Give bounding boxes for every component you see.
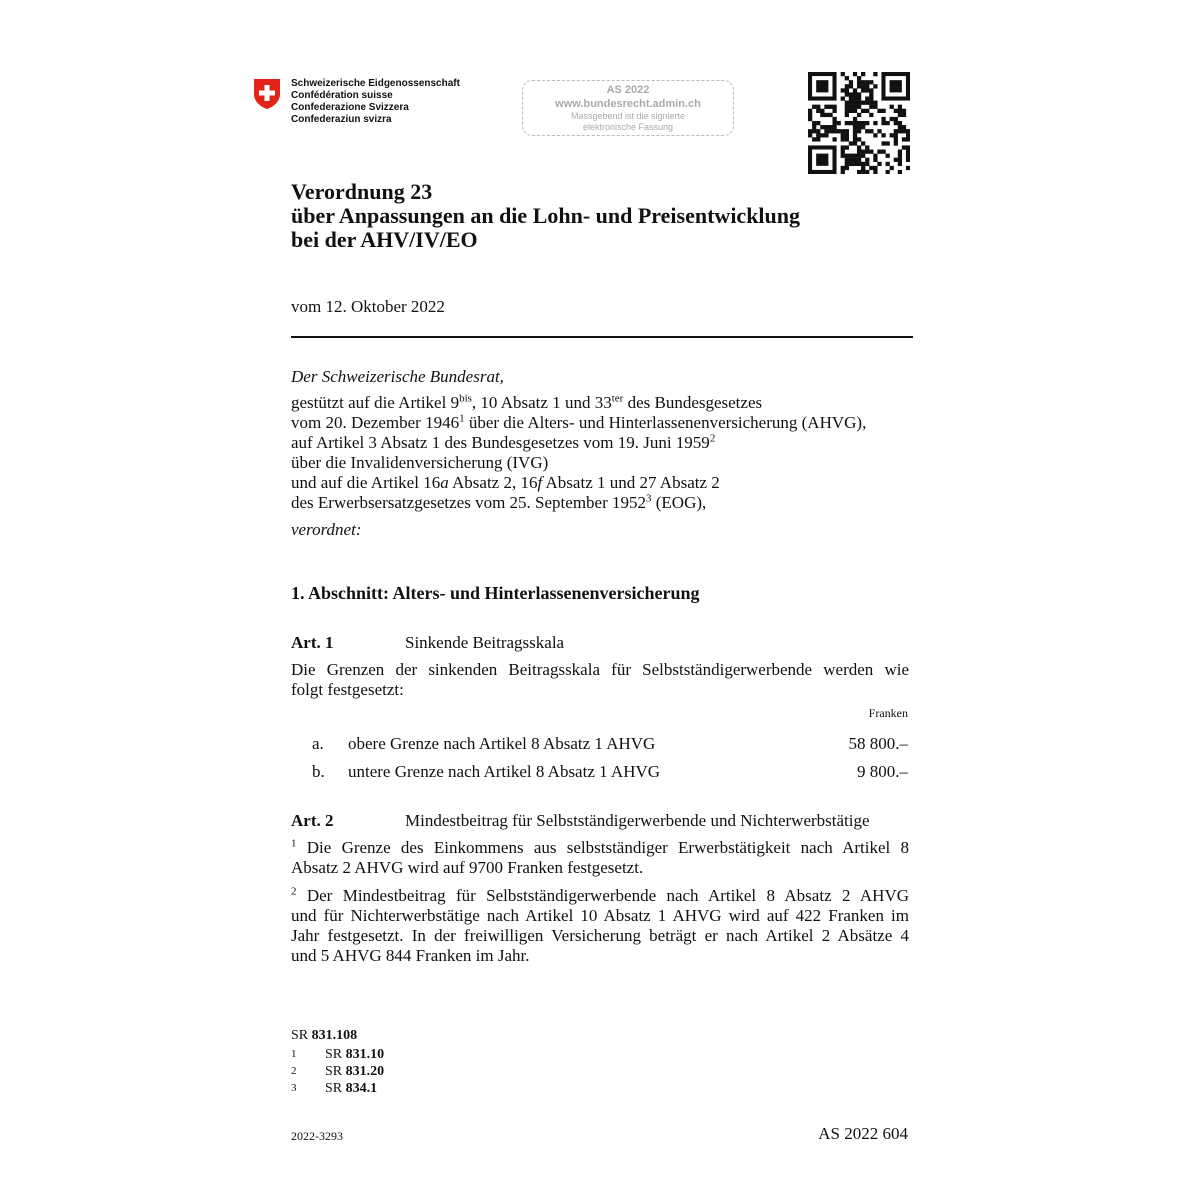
list-item-value: 58 800.– [848, 734, 908, 753]
document-date: vom 12. Oktober 2022 [291, 297, 445, 316]
article-2-title: Mindestbeitrag für Selbstständigerwerbende und Nichterwerbstätige [405, 811, 870, 830]
article-2-paragraph-1: $^1$ Die Grenze des Einkommens aus selbstständiger Erwerbstätigkeit nach Artikel 8 Absatz 2 AHVG wird auf 9700 Franken festgesetzt. [291, 837, 909, 877]
footnote-ref-2[interactable]: 2 [709, 432, 716, 445]
preamble-verordnet: verordnet: [291, 520, 362, 539]
preamble-line-3: auf Artikel 3 Absatz 1 des Bundesgesetzes vom 19. Juni 1959$^2$ [291, 432, 716, 452]
list-item-letter: b. [312, 762, 325, 781]
footnote-2: 2 SR 831.20 [291, 1064, 385, 1079]
preamble-legal-basis [291, 393, 866, 513]
preamble-line-5: und auf die Artikel 16a Absatz 2, 16f Absatz 1 und 27 Absatz 2 [291, 473, 720, 492]
article-1-text-line-2: folgt festgesetzt: [291, 680, 404, 699]
article-1-text [291, 660, 909, 700]
federation-name-rm: Confederaziun svizra [291, 114, 392, 125]
paragraph-number: 2 [291, 885, 297, 898]
document-title [291, 180, 800, 252]
article-2-number: Art. 2 [291, 811, 334, 830]
stamp-line-3: Massgebend ist die signierte [570, 111, 686, 121]
federation-name-fr: Confédération suisse [291, 90, 393, 101]
footnote-1: 1 SR 831.10 [291, 1047, 385, 1062]
section-heading: 1. Abschnitt: Alters- und Hinterlassenenversicherung [291, 583, 700, 603]
paragraph-number: 1 [291, 837, 297, 850]
authenticity-stamp [522, 80, 734, 136]
preamble-issuer: Der Schweizerische Bundesrat, [291, 367, 504, 386]
article-2-paragraph-2: $^2$ Der Mindestbeitrag für Selbstständigerwerbende nach Artikel 8 Absatz 2 AHVG und für Nichterwerbstätige nach Artikel 10 Absatz 1 AHVG wird auf 422 Franken im Jahr festgesetzt. In der freiwilligen Versicherung beträgt er nach Artikel 2 Absätze 4 und 5 AHVG 844 Franken im Jahr. [291, 885, 910, 965]
title-line-2: über Anpassungen an die Lohn- und Preisentwicklung [291, 203, 801, 228]
preamble-line-2: vom 20. Dezember 1946$^1$ über die Alters- und Hinterlassenenversicherung (AHVG), [291, 412, 867, 432]
unit-header: Franken [868, 706, 908, 720]
list-item-letter: a. [312, 734, 324, 753]
stamp-line-1: AS 2022 [606, 84, 650, 96]
as-number: AS 2022 604 [818, 1124, 908, 1143]
article-1-number: Art. 1 [291, 633, 334, 652]
footnote-ref-1[interactable]: 1 [459, 412, 465, 425]
footnote-3: 3 SR 834.1 [291, 1081, 378, 1096]
federation-names [291, 78, 460, 126]
article-1-text-line-1: Die Grenzen der sinkenden Beitragsskala für Selbstständigerwerbende werden wie [291, 660, 909, 679]
swiss-crest-logo [253, 78, 281, 110]
footnote-ref-3[interactable]: 3 [646, 492, 652, 505]
preamble-line-1: gestützt auf die Artikel $9^{bis}$, 10 Absatz 1 und $33^{ter}$ des Bundesgesetzes [291, 392, 763, 412]
qr-code-icon [808, 72, 910, 174]
list-item-value: 9 800.– [857, 762, 908, 781]
list-item-label: untere Grenze nach Artikel 8 Absatz 1 AHVG [348, 762, 661, 781]
title-line-1: Verordnung 23 [291, 179, 433, 204]
list-item-label: obere Grenze nach Artikel 8 Absatz 1 AHVG [348, 734, 656, 753]
federation-name-it: Confederazione Svizzera [291, 102, 409, 113]
stamp-line-4: elektronische Fassung [582, 122, 674, 132]
preamble-line-6: des Erwerbsersatzgesetzes vom 25. September 1952$^3$ (EOG), [291, 492, 707, 512]
federation-name-de: Schweizerische Eidgenossenschaft [291, 78, 460, 89]
article-1-title: Sinkende Beitragsskala [405, 633, 565, 652]
sr-number: SR 831.108 [291, 1028, 358, 1043]
title-line-3: bei der AHV/IV/EO [291, 227, 478, 252]
stamp-line-2: www.bundesrecht.admin.ch [555, 98, 701, 110]
document-id: 2022-3293 [291, 1129, 343, 1143]
preamble-line-4: über die Invalidenversicherung (IVG) [291, 453, 549, 472]
title-divider [291, 336, 913, 338]
